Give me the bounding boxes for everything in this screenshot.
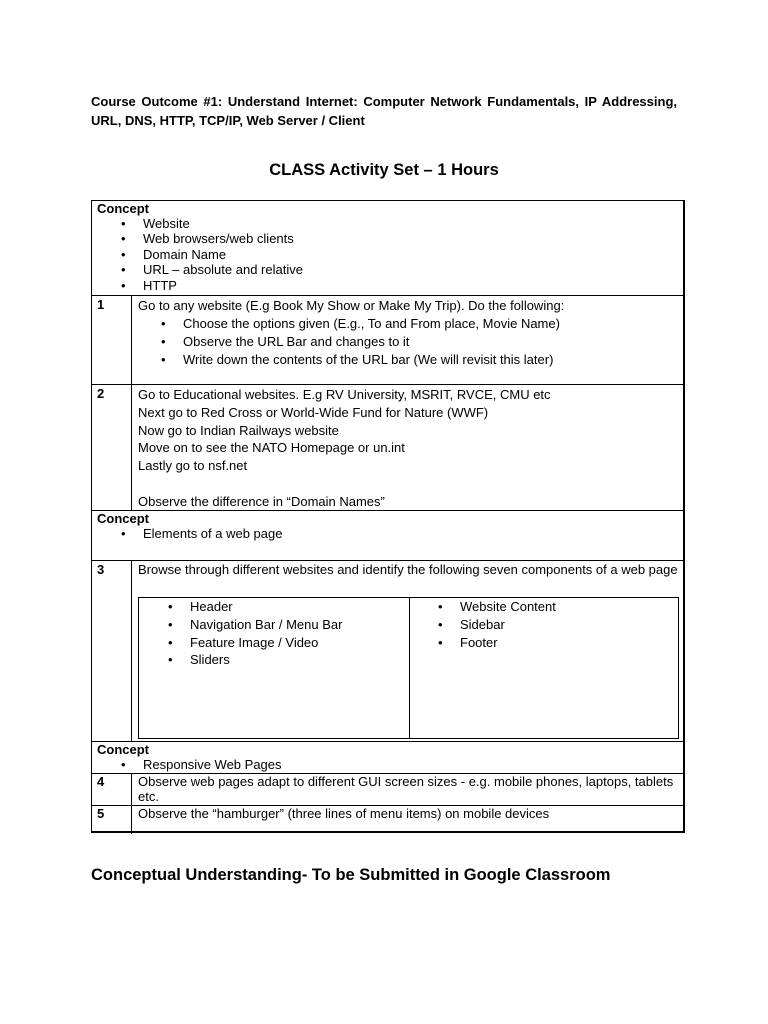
row-number: 2 xyxy=(97,386,105,401)
row-number: 3 xyxy=(97,562,105,577)
components-table xyxy=(138,597,679,739)
list-item: • Observe the URL Bar and changes to it xyxy=(161,333,410,349)
row-number: 4 xyxy=(97,774,105,789)
table-divider xyxy=(92,384,683,385)
row-3-text: Browse through different websites and identify the following seven components of a web page xyxy=(138,562,678,577)
row-2-line: Next go to Red Cross or World-Wide Fund for Nature (WWF) xyxy=(138,404,489,420)
row-number: 1 xyxy=(97,297,105,312)
concept-label: Concept xyxy=(97,511,149,526)
row-2-line: Go to Educational websites. E.g RV University, MSRIT, RVCE, CMU etc xyxy=(138,387,551,402)
table-column-divider xyxy=(131,773,132,834)
list-item: • Feature Image / Video xyxy=(168,634,319,650)
row-1-intro: Go to any website (E.g Book My Show or Make My Trip). Do the following: xyxy=(138,298,565,313)
bullet-icon: • xyxy=(121,231,126,247)
bullet-icon: • xyxy=(161,316,166,331)
list-item: • Header xyxy=(168,599,233,614)
course-outcome: Course Outcome #1: Understand Internet: Computer Network Fundamentals, IP Addressing, URL, DNS, HTTP, TCP/IP, Web Server / Client xyxy=(91,94,677,128)
list-item: • Sidebar xyxy=(438,616,505,632)
table-column-divider xyxy=(131,295,132,510)
bullet-icon: • xyxy=(168,599,173,614)
row-2-line: Lastly go to nsf.net xyxy=(138,458,248,474)
row-2-closing: Observe the difference in “Domain Names” xyxy=(138,493,385,509)
list-item: • URL – absolute and relative xyxy=(121,262,303,278)
bullet-icon: • xyxy=(121,277,126,293)
blank-line xyxy=(138,475,551,493)
components-right-list xyxy=(438,598,556,651)
list-item: • Web browsers/web clients xyxy=(121,231,294,247)
list-item: • Footer xyxy=(438,634,498,650)
bullet-icon: • xyxy=(168,634,173,650)
bullet-icon: • xyxy=(121,246,126,262)
activity-table xyxy=(91,200,685,833)
bullet-icon: • xyxy=(161,351,166,367)
bullet-icon: • xyxy=(438,616,443,632)
concept-list xyxy=(121,526,283,541)
bullet-icon: • xyxy=(121,757,126,772)
bullet-icon: • xyxy=(438,599,443,614)
bullet-icon: • xyxy=(161,333,166,349)
bullet-icon: • xyxy=(121,216,126,231)
concept-label: Concept xyxy=(97,201,149,216)
row-2-line: Now go to Indian Railways website xyxy=(138,422,339,438)
list-item: • Elements of a web page xyxy=(121,526,283,541)
list-item: • Website Content xyxy=(438,599,556,614)
bullet-icon: • xyxy=(168,652,173,668)
concept-label: Concept xyxy=(97,742,149,757)
bullet-icon: • xyxy=(121,526,126,541)
list-item: • Responsive Web Pages xyxy=(121,757,282,772)
list-item: • HTTP xyxy=(121,277,177,293)
list-item: • Navigation Bar / Menu Bar xyxy=(168,616,343,632)
row-4-text: Observe web pages adapt to different GUI screen sizes - e.g. mobile phones, laptops, tablets etc. xyxy=(138,774,674,805)
row-2-text xyxy=(138,386,551,511)
list-item: • Domain Name xyxy=(121,246,227,262)
bullet-icon: • xyxy=(168,616,173,632)
list-item: • Choose the options given (E.g., To and From place, Movie Name) xyxy=(161,316,560,331)
row-number: 5 xyxy=(97,806,105,821)
components-left-list xyxy=(168,598,343,669)
components-divider xyxy=(409,598,410,738)
table-divider xyxy=(92,295,683,296)
row-2-line: Move on to see the NATO Homepage or un.int xyxy=(138,440,405,456)
bullet-icon: • xyxy=(121,262,126,278)
concept-list xyxy=(121,757,282,772)
list-item: • Write down the contents of the URL bar (We will revisit this later) xyxy=(161,351,554,367)
list-item: • Sliders xyxy=(168,652,230,668)
table-column-divider xyxy=(131,560,132,741)
bullet-icon: • xyxy=(438,634,443,650)
table-divider xyxy=(92,741,683,742)
row-1-list xyxy=(161,315,560,368)
list-item: • Website xyxy=(121,216,190,231)
activity-title: CLASS Activity Set – 1 Hours xyxy=(269,161,499,179)
section-heading: Conceptual Understanding- To be Submitted in Google Classroom xyxy=(91,866,611,884)
concept-list xyxy=(121,216,303,293)
row-5-text: Observe the “hamburger” (three lines of menu items) on mobile devices xyxy=(138,806,550,821)
